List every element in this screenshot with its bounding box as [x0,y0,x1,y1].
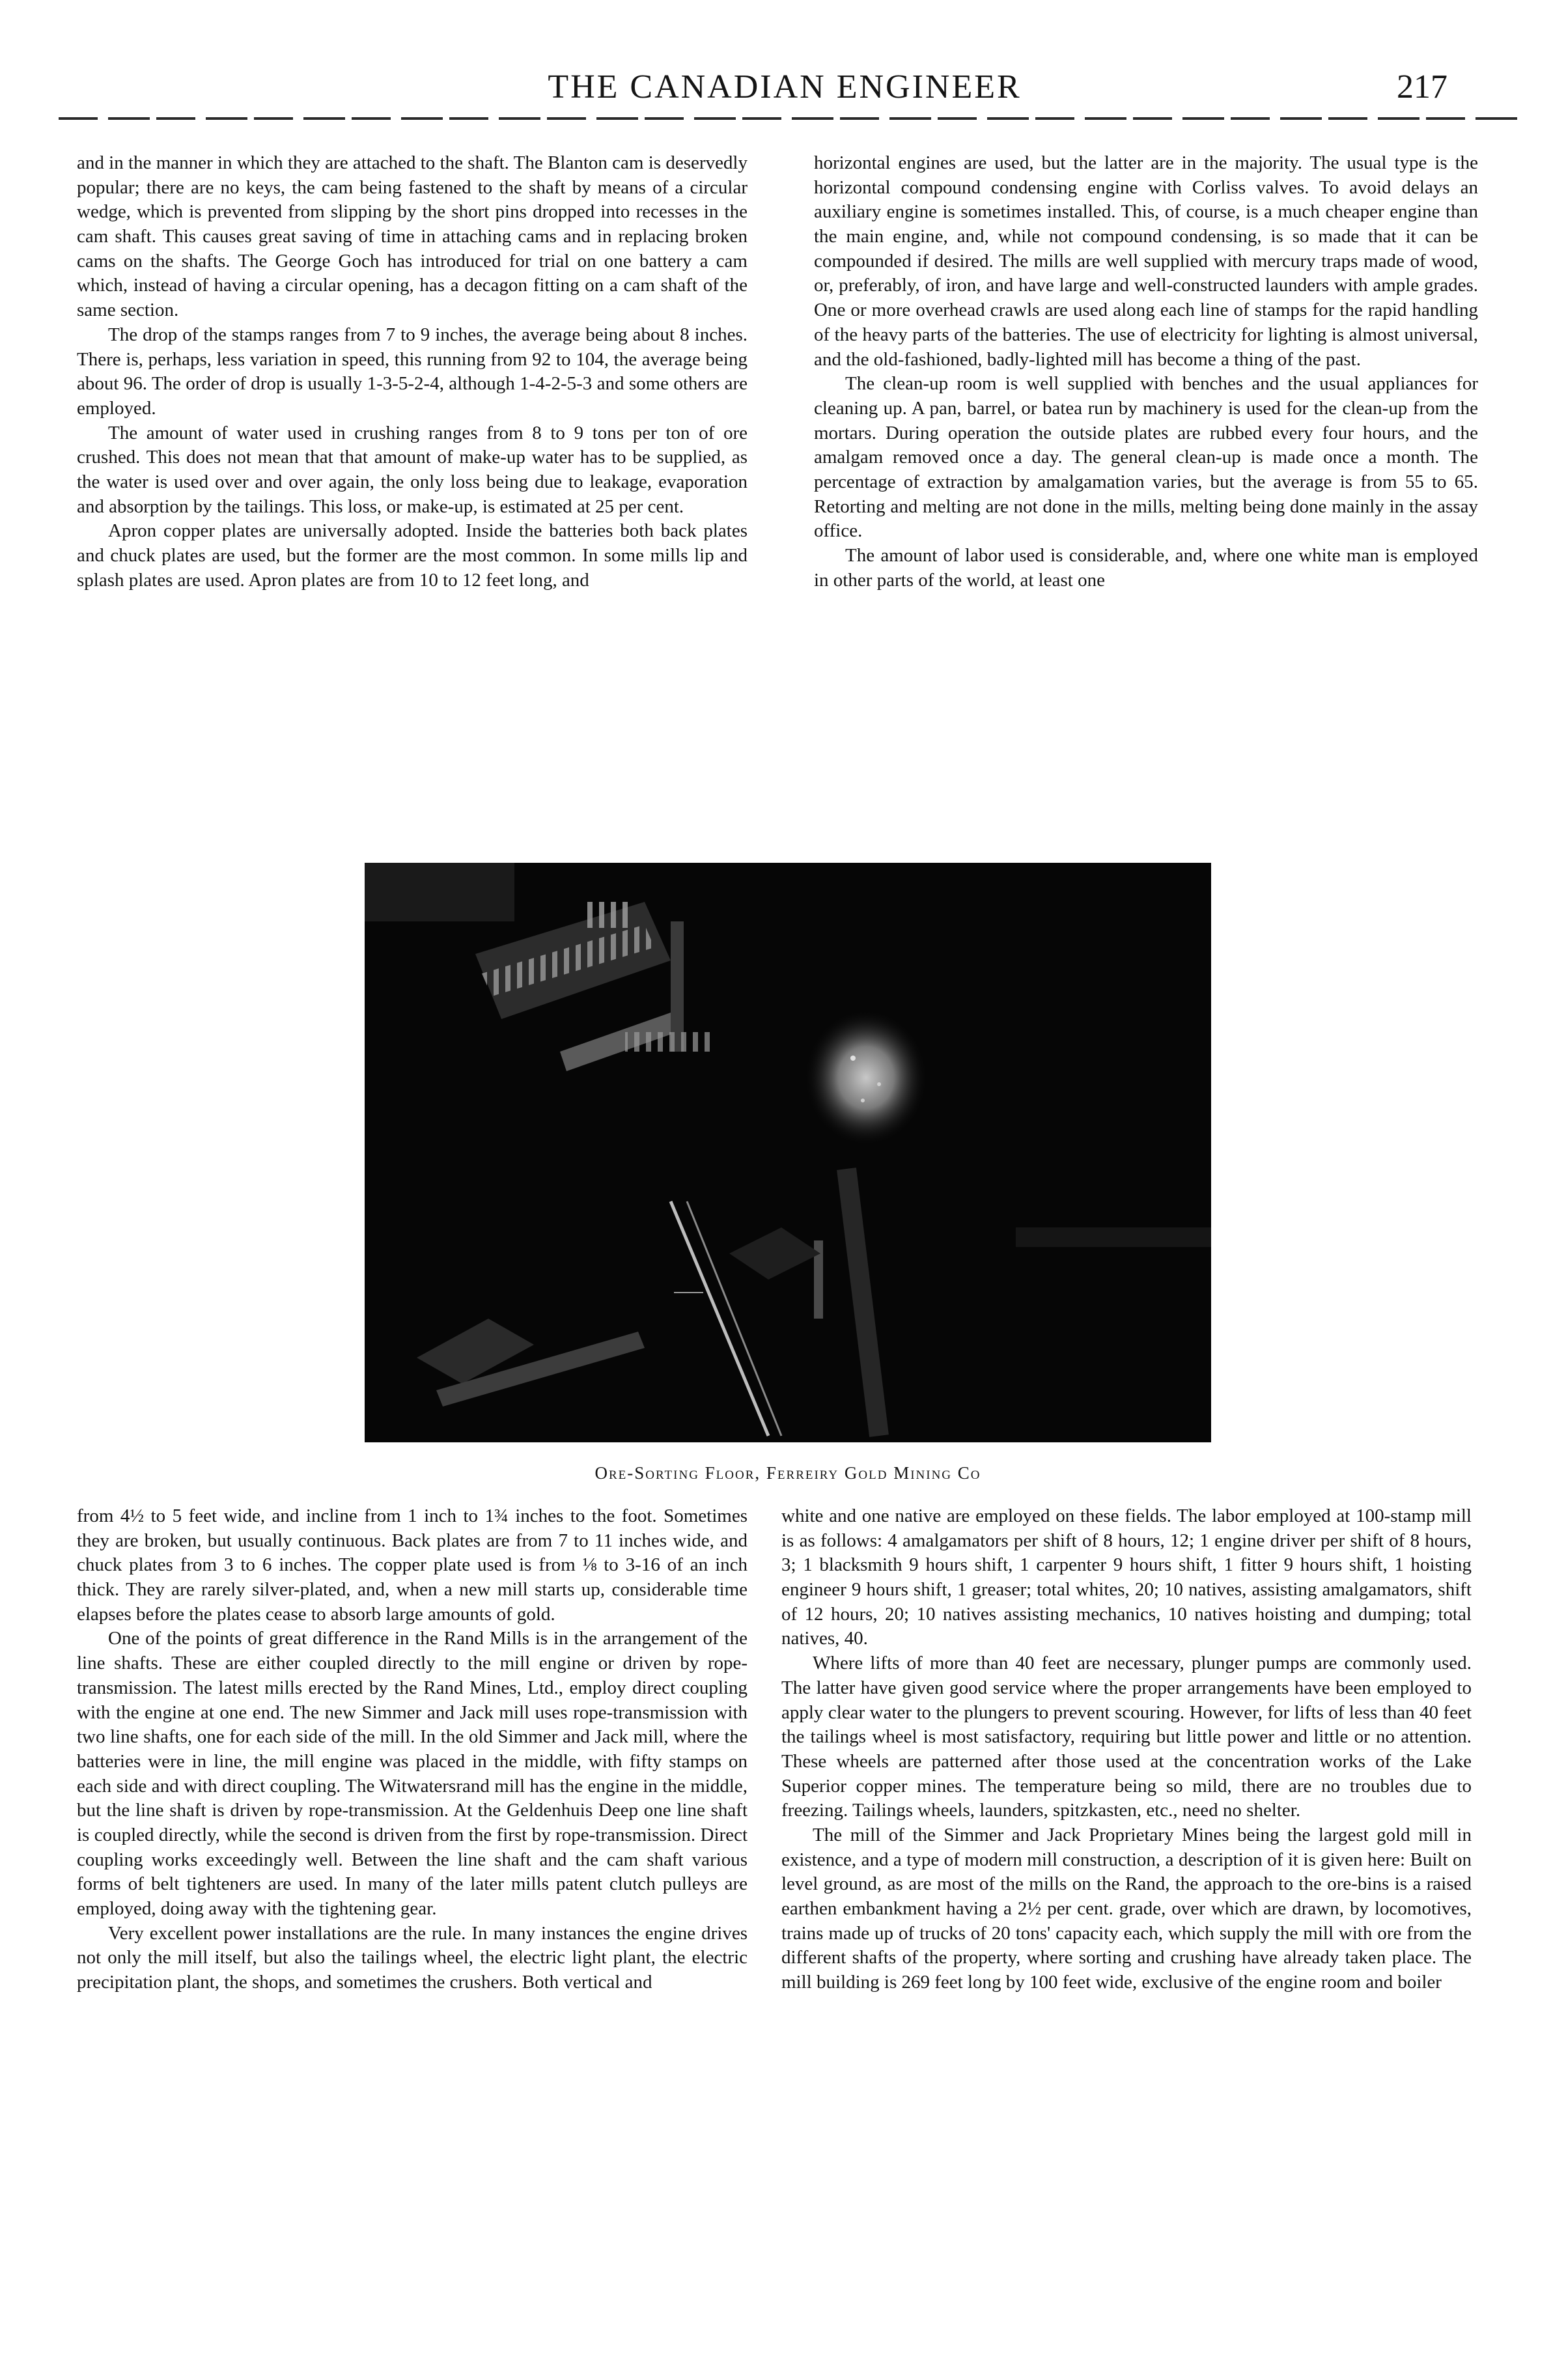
journal-title: THE CANADIAN ENGINEER [548,68,1022,105]
column-bottom-right [781,1504,1472,1995]
photo-illustration [365,863,1211,1442]
column-top-left [77,151,748,593]
paragraph: The drop of the stamps ranges from 7 to 9 inches, the average being about 8 inches. There is, perhaps, less variation in speed, this running from 92 to 104, the average being about 96. The order of drop is usually 1-3-5-2-4, although 1-4-2-5-3 and some others are employed. [77,324,748,419]
paragraph: Very excellent power installations are the rule. In many instances the engine drives not only the mill itself, but also the tailings wheel, the electric light plant, the electric precipitation plant, the shops, and sometimes the crushers. Both vertical and [77,1922,748,1993]
paragraph: One of the points of great difference in the Rand Mills is in the arrangement of the line shafts. These are either coupled directly to the mill engine or driven by rope-transmission. The latest mills erected by the Rand Mines, Ltd., employ direct coupling with the engine at one end. The new Simmer and Jack mill uses rope-transmission with two line shafts, one for each side of the mill. In the old Simmer and Jack mill, where the batteries were in line, the mill engine was placed in the middle, with fifty stamps on each side and with direct coupling. The Witwatersrand mill has the engine in the middle, but the line shaft is driven by rope-transmission. At the Geldenhuis Deep one line shaft is coupled directly, while the second is driven from the first by rope-transmission. Direct coupling works exceedingly well. Between the line shaft and the cam shaft various forms of belt tighteners are used. In many of the later mills patent clutch pulleys are employed, doing away with the tightening gear. [77,1628,748,1919]
figure-caption: Ore-Sorting Floor, Ferreiry Gold Mining Co [594,1463,981,1483]
page-number: 217 [1397,68,1447,105]
paragraph: The mill of the Simmer and Jack Proprietary Mines being the largest gold mill in existence, and a type of modern mill construction, a description of it is given here: Built on level ground, as are most of the mills on the Rand, the approach to the ore-bins is a raised earthen embankment having a 2½ per cent. grade, over which are drawn, by locomotives, trains made up of trucks of 20 tons' capacity each, which supply the mill with ore from the different shafts of the property, where sorting and crushing have already taken place. The mill building is 269 feet long by 100 feet wide, exclusive of the engine room and boiler [781,1824,1472,1993]
paragraph: horizontal engines are used, but the latter are in the majority. The usual type is the horizontal compound condensing engine with Corliss valves. To avoid delays an auxiliary engine is sometimes installed. This, of course, is a much cheaper engine than the main engine, and, while not compound condensing, is so made that it can be compounded if desired. The mills are well supplied with mercury traps made of wood, or, preferably, of iron, and have large and well-constructed launders with ample grades. One or more overhead crawls are used along each line of stamps for the rapid handling of the heavy parts of the batteries. The use of electricity for lighting is almost universal, and the old-fashioned, badly-lighted mill has become a thing of the past. [814,152,1478,370]
column-top-right [814,151,1478,593]
paragraph: The amount of labor used is considerable, and, where one white man is employed in other parts of the world, at least one [814,545,1478,591]
column-bottom-left [77,1504,748,1995]
paragraph: Where lifts of more than 40 feet are necessary, plunger pumps are commonly used. The latter have given good service where the proper arrangements have been employed to apply clear water to the plungers to prevent scouring. However, for lifts of less than 40 feet the tailings wheel is most satisfactory, requiring but little power and little or no attention. These wheels are patterned after those used at the concentration works of the Lake Superior copper mines. The temperature being so mild, there are no troubles due to freezing. Tailings wheels, launders, spitzkasten, etc., need no shelter. [781,1653,1472,1821]
paragraph: The clean-up room is well supplied with benches and the usual appliances for cleaning up. A pan, barrel, or batea run by machinery is used for the clean-up from the mortars. During operation the outside plates are rubbed every four hours, and the amalgam removed once a day. The general clean-up is made once a month. The percentage of extraction by amalgamation varies, but the average is from 55 to 65. Retorting and melting are not done in the mills, melting being done mainly in the assay office. [814,373,1478,542]
paragraph: white and one native are employed on these fields. The labor employed at 100-stamp mill is as follows: 4 amalgamators per shift of 8 hours, 12; 1 engine driver per shift of 8 hours, 3; 1 blacksmith 9 hours shift, 1 carpenter 9 hours shift, 1 fitter 9 hours shift, 1 hoisting engineer 9 hours shift, 1 greaser; total whites, 20; 10 natives, assisting amalgamators, shift of 12 hours, 20; 10 natives assisting mechanics, 10 natives hoisting and dumping; total natives, 40. [781,1505,1472,1649]
paragraph: The amount of water used in crushing ranges from 8 to 9 tons per ton of ore crushed. This does not mean that that amount of make-up water has to be supplied, as the water is used over and over again, the only loss being due to leakage, evaporation and absorption by the tailings. This loss, or make-up, is estimated at 25 per cent. [77,422,748,517]
ore-sorting-floor-photo [365,863,1211,1442]
paragraph: from 4½ to 5 feet wide, and incline from 1 inch to 1¾ inches to the foot. Sometimes they are broken, but usually continuous. Back plates are from 7 to 11 inches wide, and chuck plates from 3 to 6 inches. The copper plate used is from ⅛ to 3-16 of an inch thick. They are rarely silver-plated, and, when a new mill starts up, considerable time elapses before the plates cease to absorb large amounts of gold. [77,1505,748,1625]
paragraph: and in the manner in which they are attached to the shaft. The Blanton cam is deservedly popular; there are no keys, the cam being fastened to the shaft by means of a circular wedge, which is prevented from slipping by the short pins dropped into recesses in the cam shaft. This causes great saving of time in attaching cams and in replacing broken cams on the shafts. The George Goch has introduced for trial on one battery a cam which, instead of having a circular opening, has a decagon fitting on a cam shaft of the same section. [77,152,748,321]
paragraph: Apron copper plates are universally adopted. Inside the batteries both back plates and chuck plates are used, but the former are the most common. In some mills lip and splash plates are used. Apron plates are from 10 to 12 feet long, and [77,520,748,591]
header-rule [59,117,1517,120]
